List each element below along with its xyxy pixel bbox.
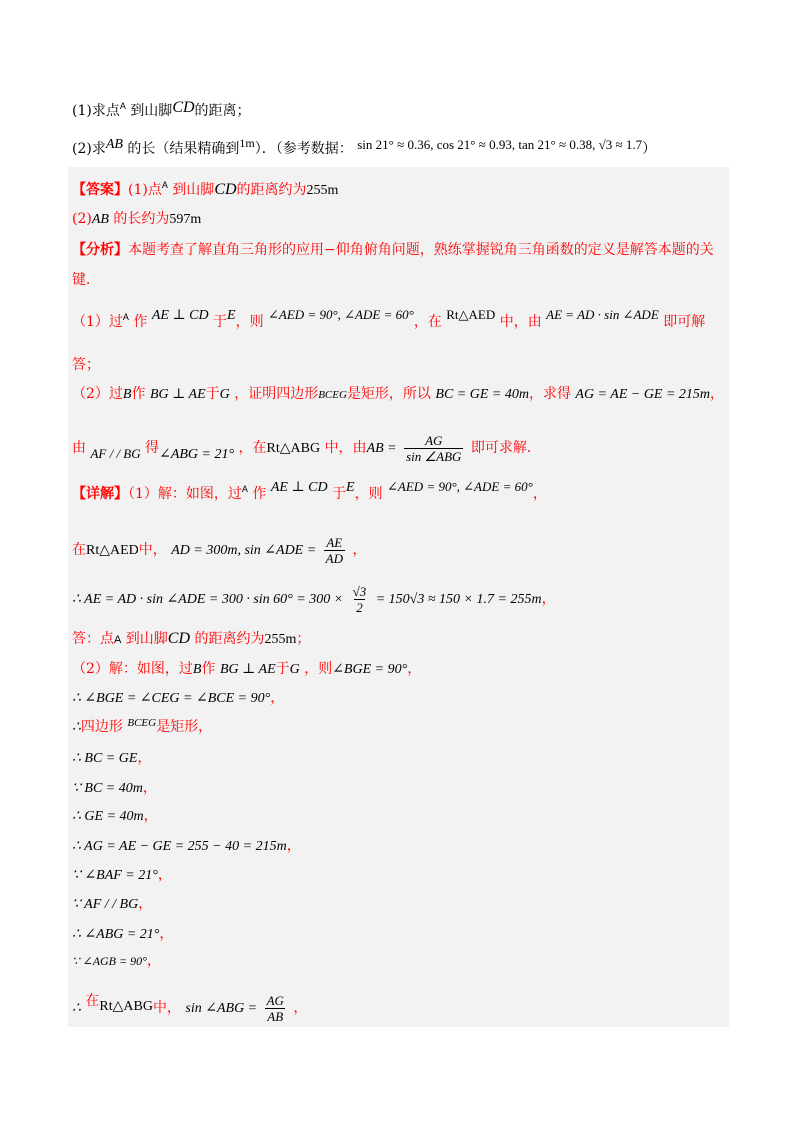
question-2: (2)求AB 的长（结果精确到1m）．（参考数据： sin 21° ≈ 0.36, cos 21° ≈ 0.93, tan 21° ≈ 0.38, √3 ≈ 1.7） [72, 136, 657, 157]
detail-line-13: ∵ AF / / BG， [72, 896, 153, 912]
detail-line-8: ∴ BC = GE， [72, 750, 152, 766]
detail-line-10: ∴ GE = 40m， [72, 808, 158, 824]
detail-line-2: 在Rt△AED中， AD = 300m, sin ∠ADE = $\frac{AE}{AD}$ ， [72, 534, 367, 566]
question-1: (1)求点$^A$ 到山脚CD的距离； [72, 99, 251, 119]
detail-line-6: ∴ ∠BGE = ∠CEG = ∠BCE = 90°， [72, 690, 285, 706]
detail-line-4: 答：点A 到山脚CD 的距离约为255m； [72, 630, 311, 647]
detail-line-14: ∴ ∠ABG = 21°， [72, 926, 174, 942]
analysis-line-4: 答； [72, 357, 100, 373]
analysis-line-2: 键． [72, 272, 100, 288]
answer-line-2: (2)AB 的长约为597m [72, 211, 202, 227]
analysis-line-5: （2）过B作 BG ⊥ AE于G ，证明四边形BCEG是矩形，所以 BC = GE = 40m，求得 AG = AE − GE = 215m， [72, 386, 725, 402]
analysis-line-3: （1）过$^A$ 作 AE ⊥ CD 于E，则 ∠AED = 90°, ∠ADE = 60°，在 Rt△AED 中，由 AE = AD · sin ∠ADE 即可解 [72, 307, 706, 330]
fraction-ag-ab: $\frac{AG}{AB}$ [266, 992, 284, 1024]
fraction-sqrt3-2: $\frac{√3}{2}$ [352, 583, 367, 615]
detail-line-5: （2）解：如图，过B作 BG ⊥ AE于G ，则∠BGE = 90°， [72, 661, 422, 677]
fraction-ae-ad: $\frac{AE}{AD}$ [325, 534, 343, 566]
analysis-line-6: 由 AF / / BG 得∠ABG = 21° ，在Rt△ABG 中，由AB = $\frac{AG}{\text{sin ∠ABG}}$ 即可求解． [72, 432, 541, 464]
detail-line-15: ∵ ∠AGB = 90°， [72, 953, 161, 969]
fraction-ag-sin-abg: $\frac{AG}{\text{sin ∠ABG}}$ [406, 432, 462, 464]
analysis-line-1: 【分析】本题考查了解直角三角形的应用−仰角俯角问题，熟练掌握锐角三角函数的定义是解答本题的关 [72, 242, 714, 258]
detail-line-16: ∴ 在Rt△ABG中， sin ∠ABG = $\frac{AG}{AB}$ ， [72, 992, 308, 1024]
detail-line-7: ∴四边形 $^{BCEG}$是矩形， [72, 717, 213, 735]
detail-line-11: ∴ AG = AE − GE = 255 − 40 = 215m， [72, 838, 301, 854]
detail-line-12: ∵ ∠BAF = 21°， [72, 867, 172, 883]
detail-line-3: ∴ AE = AD · sin ∠ADE = 300 · sin 60° = 300 × $\frac{√3}{2}$ = 150√3 ≈ 150 × 1.7 = 255m， [72, 583, 556, 615]
answer-line-1: 【答案】(1)点$^A$ 到山脚CD的距离约为255m [72, 180, 339, 198]
detail-line-9: ∵ BC = 40m， [72, 780, 157, 796]
detail-line-1: 【详解】（1）解：如图，过$^A$ 作 AE ⊥ CD 于E，则 ∠AED = 90°, ∠ADE = 60°， [72, 479, 547, 502]
